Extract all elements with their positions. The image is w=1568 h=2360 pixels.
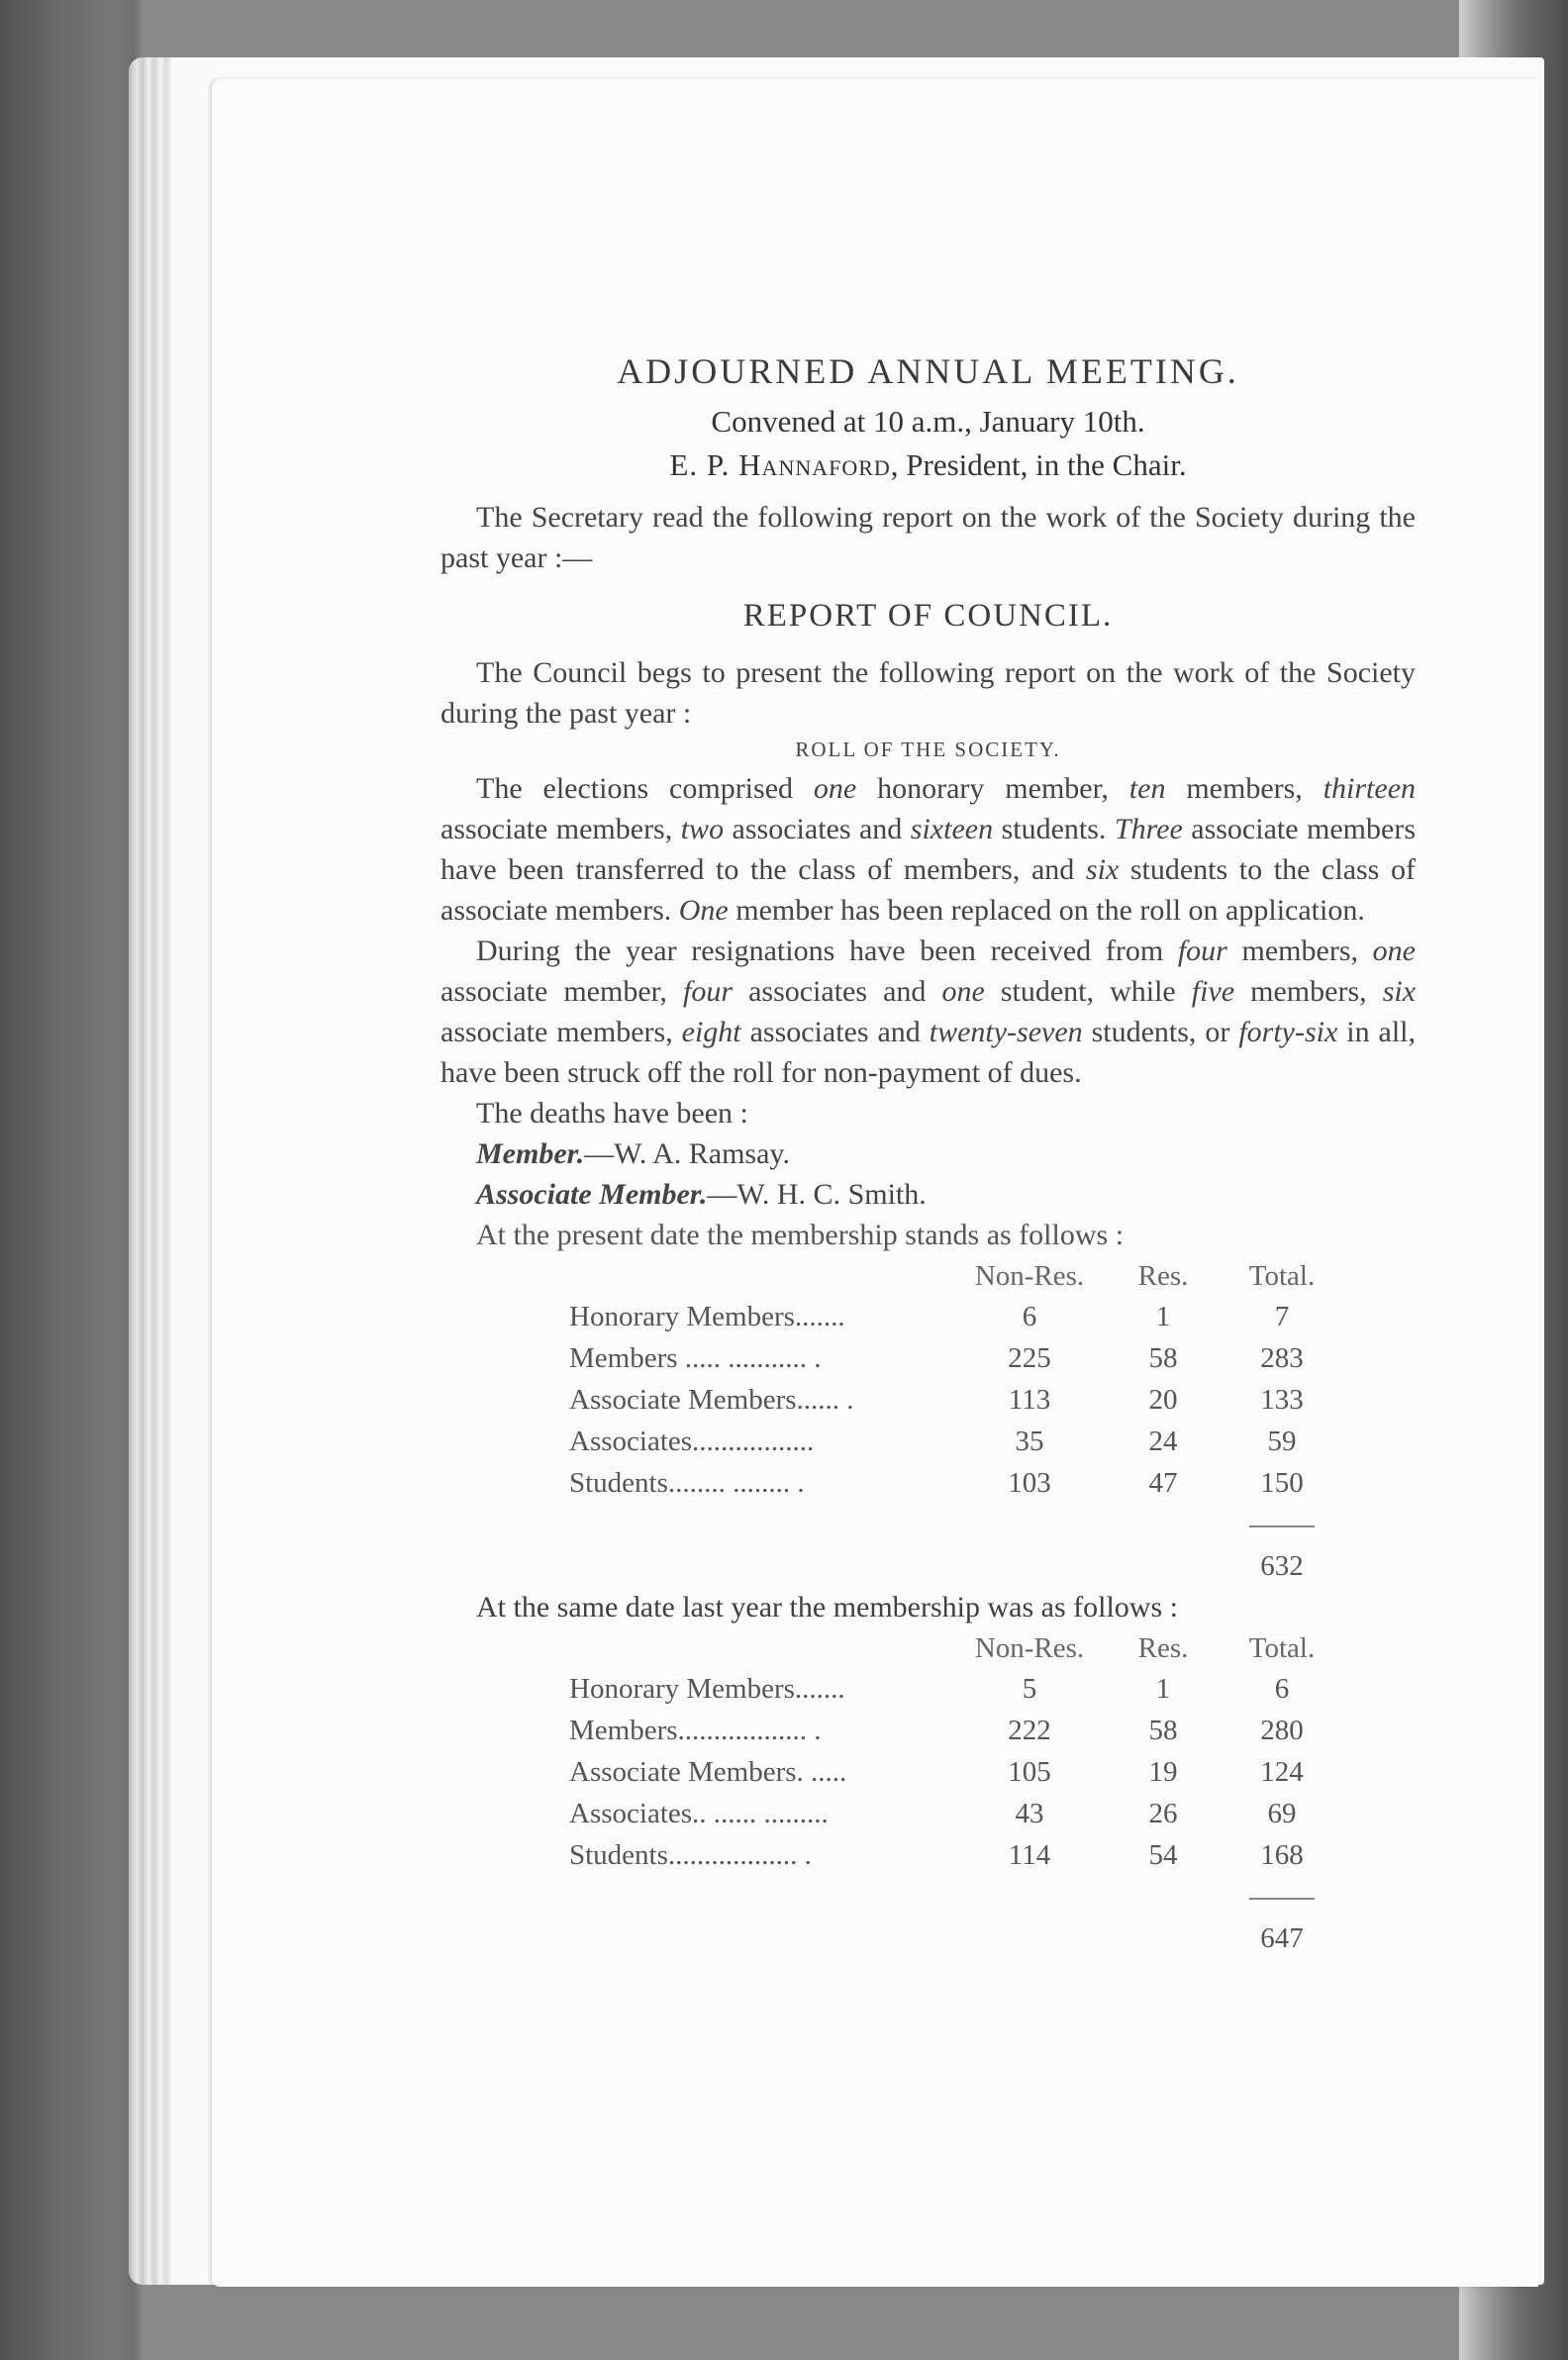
table-header-row <box>569 1256 1341 1296</box>
table-row <box>569 1379 1341 1421</box>
text-fragment: sixteen <box>910 813 994 845</box>
text-fragment: 105 <box>1008 1755 1051 1788</box>
text-fragment: five <box>1191 975 1235 1008</box>
text-fragment: 1 <box>1155 1300 1171 1332</box>
death-member-name: —W. A. Ramsay. <box>584 1137 790 1170</box>
text-fragment: 43 <box>1015 1797 1044 1829</box>
text-fragment: associate member, <box>441 975 683 1008</box>
text-fragment: 168 <box>1260 1838 1304 1871</box>
total-rule-row <box>569 1504 1341 1545</box>
text-fragment: associate members, <box>441 1016 682 1048</box>
meeting-title: ADJOURNED ANNUAL MEETING. <box>617 351 1239 391</box>
text-fragment: 103 <box>1008 1466 1051 1499</box>
text-fragment: 114 <box>1008 1838 1051 1871</box>
text-fragment: associates and <box>740 1016 930 1048</box>
text-fragment: students. <box>993 813 1115 845</box>
text-fragment: During the year resignations have been received from <box>476 934 1178 967</box>
text-fragment: associate members have been transferred to the class of members, and <box>441 813 1416 886</box>
previous-membership-table <box>569 1628 1341 1959</box>
text-fragment: one <box>941 975 985 1008</box>
text-fragment: 6 <box>1274 1672 1290 1705</box>
col-header-total: Total. <box>1248 1259 1316 1292</box>
text-fragment: 54 <box>1148 1838 1178 1871</box>
text-fragment: members, <box>1234 975 1383 1008</box>
text-fragment: One <box>678 894 729 927</box>
text-fragment: Honorary Members....... <box>569 1300 845 1332</box>
page-content <box>441 327 1416 1959</box>
report-title: REPORT OF COUNCIL. <box>742 598 1114 634</box>
text-fragment: eight <box>681 1016 741 1048</box>
text-fragment: members, <box>1226 934 1373 967</box>
col-header-res: Res. <box>1137 1631 1189 1664</box>
text-fragment: associates and <box>733 975 942 1008</box>
text-fragment: 58 <box>1148 1714 1178 1746</box>
col-header-nonres: Non-Res. <box>974 1631 1085 1664</box>
text-fragment: 150 <box>1260 1466 1304 1499</box>
text-fragment: ten <box>1128 772 1166 805</box>
table-header-row <box>569 1628 1341 1668</box>
text-fragment: students, or <box>1082 1016 1239 1048</box>
resignations-paragraph <box>441 931 1416 1093</box>
text-fragment: 283 <box>1260 1341 1304 1374</box>
current-membership-intro: At the present date the membership stands as follows : <box>476 1219 1125 1251</box>
death-member <box>476 1133 1416 1174</box>
text-fragment: 69 <box>1267 1797 1297 1829</box>
text-fragment: member has been replaced on the roll on application. <box>728 894 1365 927</box>
text-fragment: 26 <box>1148 1797 1178 1829</box>
death-associate-label: Associate Member. <box>476 1178 708 1211</box>
text-fragment: Associate Members. ..... <box>569 1755 847 1788</box>
text-fragment: The elections comprised <box>476 772 814 805</box>
col-header-total: Total. <box>1248 1631 1316 1664</box>
text-fragment: one <box>813 772 857 805</box>
death-member-label: Member. <box>476 1137 585 1170</box>
text-fragment: 5 <box>1022 1672 1037 1705</box>
text-fragment: 24 <box>1148 1425 1178 1457</box>
text-fragment: student, while <box>984 975 1192 1008</box>
text-fragment: 47 <box>1148 1466 1178 1499</box>
secretary-paragraph: The Secretary read the following report on the work of the Society during the past year :— <box>441 501 1416 574</box>
deaths-intro: The deaths have been : <box>476 1097 748 1130</box>
text-fragment: 20 <box>1148 1383 1178 1416</box>
text-fragment: thirteen <box>1323 772 1417 805</box>
death-associate-name: —W. H. C. Smith. <box>707 1178 927 1211</box>
text-fragment: members, <box>1165 772 1323 805</box>
grand-total: 632 <box>1260 1549 1304 1582</box>
table-row <box>569 1710 1341 1751</box>
table-row <box>569 1834 1341 1876</box>
table-row <box>569 1421 1341 1462</box>
text-fragment: Associates................. <box>569 1425 815 1457</box>
roll-heading: ROLL OF THE SOCIETY. <box>795 738 1061 761</box>
text-fragment: Members.................. . <box>569 1714 822 1746</box>
total-rule <box>1249 1525 1315 1527</box>
text-fragment: four <box>1177 934 1227 967</box>
grand-total: 647 <box>1260 1921 1304 1954</box>
text-fragment: 280 <box>1260 1714 1304 1746</box>
table-row <box>569 1751 1341 1793</box>
text-fragment: 35 <box>1015 1425 1044 1457</box>
current-membership-table <box>569 1256 1341 1587</box>
text-fragment: Three <box>1114 813 1183 845</box>
text-fragment: two <box>680 813 725 845</box>
text-fragment: 113 <box>1008 1383 1051 1416</box>
table-row <box>569 1337 1341 1379</box>
death-associate <box>476 1174 1416 1215</box>
text-fragment: 124 <box>1260 1755 1304 1788</box>
text-fragment: 7 <box>1274 1300 1290 1332</box>
text-fragment: twenty-seven <box>929 1016 1083 1048</box>
text-fragment: 222 <box>1008 1714 1051 1746</box>
total-rule <box>1249 1898 1315 1900</box>
table-row <box>569 1793 1341 1834</box>
chair-line <box>441 447 1416 483</box>
previous-membership-intro: At the same date last year the membership was as follows : <box>476 1591 1178 1623</box>
text-fragment: 59 <box>1267 1425 1297 1457</box>
text-fragment: 1 <box>1155 1672 1171 1705</box>
text-fragment: students to the class of associate members. <box>441 853 1416 927</box>
text-fragment: Honorary Members....... <box>569 1672 845 1705</box>
text-fragment: six <box>1382 975 1417 1008</box>
text-fragment: associates and <box>724 813 911 845</box>
table-row <box>569 1462 1341 1504</box>
council-intro-paragraph: The Council begs to present the following report on the work of the Society during the past year : <box>441 656 1416 730</box>
total-rule-row <box>569 1876 1341 1918</box>
text-fragment: 133 <box>1260 1383 1304 1416</box>
col-header-res: Res. <box>1137 1259 1189 1292</box>
text-fragment: Students........ ........ . <box>569 1466 805 1499</box>
text-fragment: 225 <box>1008 1341 1051 1374</box>
text-fragment: six <box>1085 853 1120 886</box>
grand-total-row <box>569 1545 1341 1587</box>
text-fragment: 19 <box>1148 1755 1178 1788</box>
text-fragment: forty-six <box>1238 1016 1338 1048</box>
convened-line: Convened at 10 a.m., January 10th. <box>711 404 1145 439</box>
elections-paragraph <box>441 768 1416 931</box>
chair-role: , President, in the Chair. <box>890 447 1187 482</box>
text-fragment: honorary member, <box>856 772 1129 805</box>
col-header-nonres: Non-Res. <box>974 1259 1085 1292</box>
text-fragment: Associates.. ...... ......... <box>569 1797 829 1829</box>
text-fragment: 58 <box>1148 1341 1178 1374</box>
text-fragment: one <box>1372 934 1416 967</box>
text-fragment: Associate Members...... . <box>569 1383 854 1416</box>
table-row <box>569 1296 1341 1337</box>
table-row <box>569 1668 1341 1710</box>
text-fragment: associate members, <box>441 813 681 845</box>
text-fragment: Members ..... ........... . <box>569 1341 822 1374</box>
text-fragment: four <box>683 975 734 1008</box>
text-fragment: in all, have been struck off the roll for non-payment of dues. <box>441 1016 1416 1089</box>
text-fragment: 6 <box>1022 1300 1037 1332</box>
president-name: E. P. Hannaford <box>669 447 891 482</box>
grand-total-row <box>569 1918 1341 1959</box>
text-fragment: Students.................. . <box>569 1838 812 1871</box>
